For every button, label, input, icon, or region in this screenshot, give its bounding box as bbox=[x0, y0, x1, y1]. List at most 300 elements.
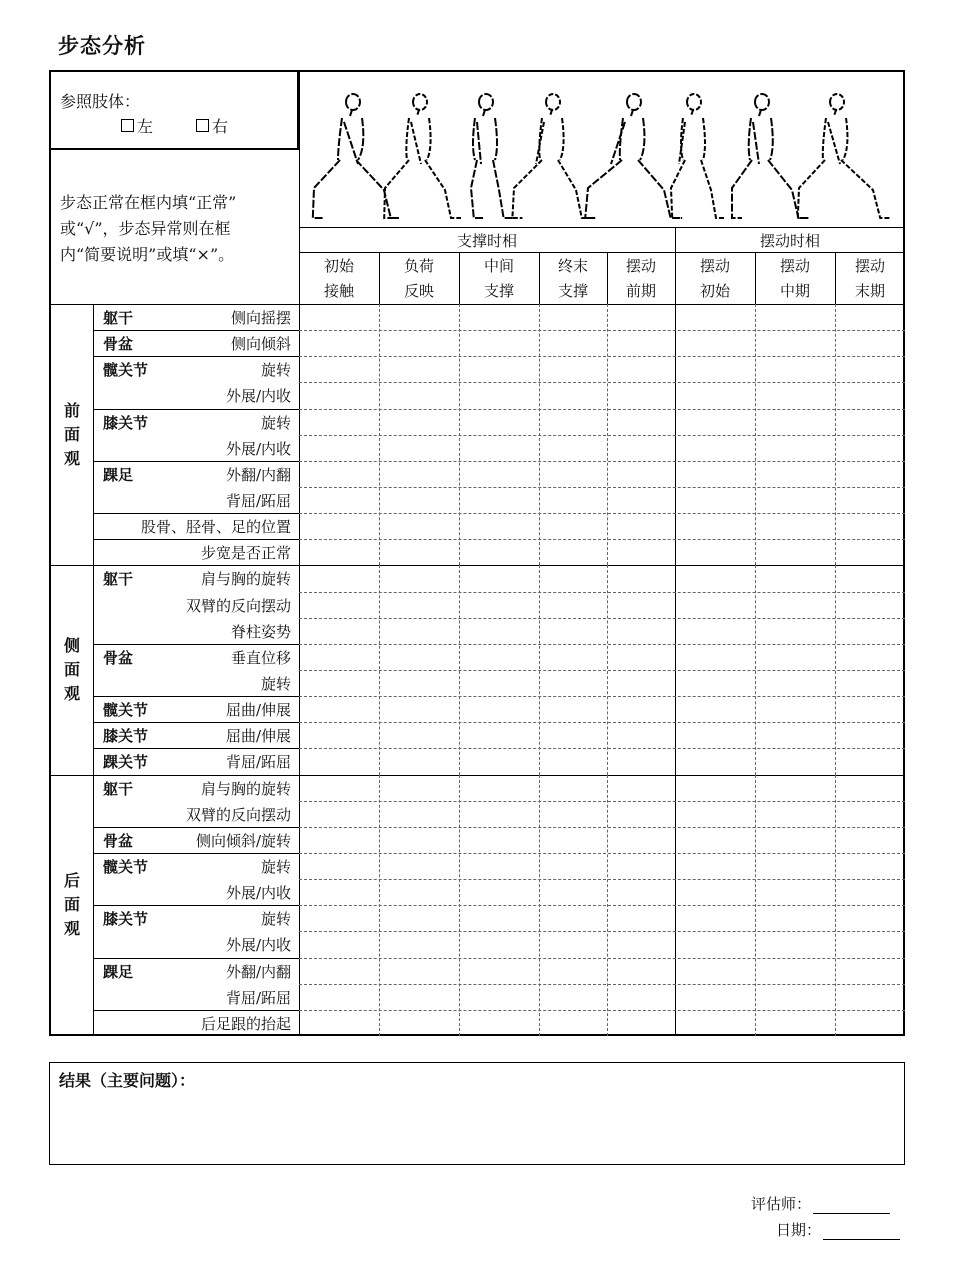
gait-cell[interactable] bbox=[756, 1011, 834, 1035]
gait-cell[interactable] bbox=[756, 697, 834, 721]
gait-cell[interactable] bbox=[380, 357, 458, 381]
gait-cell[interactable] bbox=[836, 436, 904, 460]
gait-cell[interactable] bbox=[676, 985, 754, 1009]
gait-cell[interactable] bbox=[460, 985, 538, 1009]
gait-cell[interactable] bbox=[756, 906, 834, 930]
gait-cell[interactable] bbox=[540, 828, 606, 852]
gait-cell[interactable] bbox=[676, 462, 754, 486]
gait-cell[interactable] bbox=[460, 619, 538, 643]
gait-cell[interactable] bbox=[836, 305, 904, 329]
gait-cell[interactable] bbox=[676, 488, 754, 512]
gait-cell[interactable] bbox=[608, 619, 674, 643]
column-dash-line bbox=[607, 775, 608, 1036]
gait-cell[interactable] bbox=[608, 540, 674, 564]
gait-cell[interactable] bbox=[380, 593, 458, 617]
gait-cell[interactable] bbox=[676, 906, 754, 930]
gait-cell[interactable] bbox=[540, 410, 606, 434]
gait-cell[interactable] bbox=[836, 776, 904, 800]
item-label: 肩与胸的旋转 bbox=[200, 779, 291, 798]
gait-cell[interactable] bbox=[300, 462, 378, 486]
gait-cell[interactable] bbox=[380, 514, 458, 538]
gait-cell[interactable] bbox=[608, 671, 674, 695]
gait-cell[interactable] bbox=[608, 932, 674, 956]
gait-cell[interactable] bbox=[380, 331, 458, 355]
gait-cell[interactable] bbox=[836, 985, 904, 1009]
gait-cell[interactable] bbox=[300, 540, 378, 564]
gait-cell[interactable] bbox=[300, 776, 378, 800]
instruction-line: 或“√”，步态异常则在框 bbox=[60, 219, 231, 238]
gait-cell[interactable] bbox=[460, 305, 538, 329]
view-label bbox=[51, 869, 93, 941]
date-signature bbox=[776, 1219, 900, 1240]
gait-cell[interactable] bbox=[460, 645, 538, 669]
gait-cell[interactable] bbox=[836, 645, 904, 669]
gait-cell[interactable] bbox=[380, 828, 458, 852]
gait-cell[interactable] bbox=[300, 436, 378, 460]
gait-cell[interactable] bbox=[608, 854, 674, 878]
gait-cell[interactable] bbox=[756, 566, 834, 590]
walking-figure bbox=[512, 94, 591, 218]
instruction-line: 内“简要说明”或填“×”。 bbox=[60, 245, 235, 264]
gait-cell[interactable] bbox=[676, 383, 754, 407]
date-field[interactable] bbox=[823, 1226, 900, 1240]
item-label: 旋转 bbox=[260, 675, 291, 693]
gait-cell[interactable] bbox=[540, 723, 606, 747]
gait-cell[interactable] bbox=[676, 697, 754, 721]
gait-cell[interactable] bbox=[756, 357, 834, 381]
joint-group-line bbox=[93, 356, 299, 357]
gait-cell[interactable] bbox=[756, 671, 834, 695]
gait-cell[interactable] bbox=[608, 488, 674, 512]
gait-cell[interactable] bbox=[460, 880, 538, 904]
gait-cell[interactable] bbox=[676, 802, 754, 826]
gait-cell[interactable] bbox=[608, 749, 674, 773]
gait-cell[interactable] bbox=[756, 305, 834, 329]
gait-cell[interactable] bbox=[540, 1011, 606, 1035]
item-label: 背屈/跖屈 bbox=[225, 988, 291, 1007]
gait-cell[interactable] bbox=[540, 593, 606, 617]
gait-cell[interactable] bbox=[756, 749, 834, 773]
gait-cell[interactable] bbox=[540, 802, 606, 826]
gait-cell[interactable] bbox=[460, 514, 538, 538]
gait-cell[interactable] bbox=[380, 410, 458, 434]
gait-cell[interactable] bbox=[540, 776, 606, 800]
gait-cell[interactable] bbox=[676, 880, 754, 904]
gait-cell[interactable] bbox=[676, 410, 754, 434]
phase-column-heading bbox=[607, 254, 675, 304]
gait-cell[interactable] bbox=[540, 462, 606, 486]
joint-label: 髋关节 bbox=[103, 701, 149, 720]
gait-cell[interactable] bbox=[460, 357, 538, 381]
gait-cell[interactable] bbox=[608, 1011, 674, 1035]
gait-cell[interactable] bbox=[608, 985, 674, 1009]
gait-cell[interactable] bbox=[836, 723, 904, 747]
walking-figure bbox=[671, 94, 726, 218]
joint-group-line bbox=[93, 409, 299, 410]
gait-cell[interactable] bbox=[836, 854, 904, 878]
column-dash-line bbox=[835, 565, 836, 774]
gait-cell[interactable] bbox=[300, 1011, 378, 1035]
gait-cell[interactable] bbox=[380, 462, 458, 486]
gait-cell[interactable] bbox=[756, 514, 834, 538]
gait-cell[interactable] bbox=[300, 671, 378, 695]
gait-cell[interactable] bbox=[836, 880, 904, 904]
phase-column-heading bbox=[539, 254, 607, 304]
gait-cell[interactable] bbox=[460, 383, 538, 407]
gait-cell[interactable] bbox=[300, 566, 378, 590]
gait-cell[interactable] bbox=[300, 906, 378, 930]
gait-cell[interactable] bbox=[676, 514, 754, 538]
gait-cell[interactable] bbox=[608, 566, 674, 590]
gait-cell[interactable] bbox=[836, 959, 904, 983]
gait-cell[interactable] bbox=[380, 305, 458, 329]
gait-cell[interactable] bbox=[836, 540, 904, 564]
column-dash-line bbox=[835, 775, 836, 1036]
gait-cell[interactable] bbox=[300, 854, 378, 878]
joint-label: 髋关节 bbox=[103, 361, 149, 380]
gait-cell[interactable] bbox=[300, 932, 378, 956]
gait-cell[interactable] bbox=[676, 776, 754, 800]
gait-cell[interactable] bbox=[836, 619, 904, 643]
gait-cell[interactable] bbox=[836, 410, 904, 434]
gait-cell[interactable] bbox=[300, 828, 378, 852]
gait-cell[interactable] bbox=[540, 514, 606, 538]
gait-cell[interactable] bbox=[380, 880, 458, 904]
gait-cell[interactable] bbox=[300, 488, 378, 512]
gait-cell[interactable] bbox=[608, 802, 674, 826]
gait-cell[interactable] bbox=[380, 566, 458, 590]
gait-cell[interactable] bbox=[756, 331, 834, 355]
gait-cell[interactable] bbox=[380, 749, 458, 773]
gait-cell[interactable] bbox=[300, 749, 378, 773]
joint-group-line bbox=[93, 905, 299, 906]
phase-heading-line: 摆动 bbox=[625, 257, 656, 275]
column-dash-line bbox=[607, 304, 608, 565]
gait-cell[interactable] bbox=[608, 331, 674, 355]
gait-cell[interactable] bbox=[540, 671, 606, 695]
gait-cell[interactable] bbox=[300, 697, 378, 721]
gait-cell[interactable] bbox=[756, 880, 834, 904]
gait-cell[interactable] bbox=[300, 593, 378, 617]
gait-cell[interactable] bbox=[380, 776, 458, 800]
gait-cell[interactable] bbox=[380, 383, 458, 407]
gait-cell[interactable] bbox=[836, 514, 904, 538]
gait-cell[interactable] bbox=[380, 723, 458, 747]
gait-cell[interactable] bbox=[756, 462, 834, 486]
gait-cell[interactable] bbox=[460, 697, 538, 721]
result-box[interactable] bbox=[49, 1062, 905, 1165]
gait-cell[interactable] bbox=[676, 436, 754, 460]
gait-analysis-form bbox=[49, 70, 905, 1036]
gait-cell[interactable] bbox=[380, 619, 458, 643]
gait-cell[interactable] bbox=[460, 671, 538, 695]
item-label: 股骨、胫骨、足的位置 bbox=[140, 518, 291, 537]
gait-cell[interactable] bbox=[836, 1011, 904, 1035]
gait-cell[interactable] bbox=[608, 880, 674, 904]
joint-group-line bbox=[93, 1010, 299, 1011]
gait-cell[interactable] bbox=[540, 331, 606, 355]
gait-cell[interactable] bbox=[836, 749, 904, 773]
stance-phase-heading: 支撑时相 bbox=[456, 232, 517, 250]
gait-cell[interactable] bbox=[676, 723, 754, 747]
item-label: 侧向倾斜 bbox=[230, 335, 291, 354]
gait-cell[interactable] bbox=[460, 410, 538, 434]
gait-cell[interactable] bbox=[608, 462, 674, 486]
gait-cell[interactable] bbox=[380, 645, 458, 669]
item-label: 旋转 bbox=[260, 858, 291, 876]
gait-cell[interactable] bbox=[676, 854, 754, 878]
view-label-divider bbox=[93, 565, 94, 774]
gait-cell[interactable] bbox=[300, 410, 378, 434]
gait-cell[interactable] bbox=[756, 854, 834, 878]
gait-cell[interactable] bbox=[676, 749, 754, 773]
gait-cell[interactable] bbox=[300, 959, 378, 983]
gait-cell[interactable] bbox=[676, 619, 754, 643]
gait-cell[interactable] bbox=[380, 1011, 458, 1035]
gait-cell[interactable] bbox=[540, 985, 606, 1009]
joint-group-line bbox=[93, 827, 299, 828]
gait-cell[interactable] bbox=[380, 697, 458, 721]
gait-cell[interactable] bbox=[540, 645, 606, 669]
gait-cell[interactable] bbox=[608, 697, 674, 721]
joint-label: 躯干 bbox=[103, 570, 134, 589]
gait-cell[interactable] bbox=[608, 357, 674, 381]
gait-cell[interactable] bbox=[608, 959, 674, 983]
right-limb-option[interactable] bbox=[196, 114, 228, 137]
gait-cell[interactable] bbox=[300, 723, 378, 747]
gait-cell[interactable] bbox=[300, 880, 378, 904]
phase-column-heading bbox=[379, 254, 459, 304]
gait-cell[interactable] bbox=[540, 305, 606, 329]
phase-heading-line: 支撑 bbox=[483, 282, 514, 300]
gait-cell[interactable] bbox=[676, 540, 754, 564]
gait-cell[interactable] bbox=[676, 932, 754, 956]
gait-cell[interactable] bbox=[460, 331, 538, 355]
phase-heading-line: 接触 bbox=[323, 282, 354, 300]
assessor-label: 评估师： bbox=[751, 1195, 812, 1213]
gait-cell[interactable] bbox=[676, 593, 754, 617]
gait-cell[interactable] bbox=[460, 566, 538, 590]
item-label: 旋转 bbox=[260, 910, 291, 929]
gait-cell[interactable] bbox=[756, 959, 834, 983]
gait-cell[interactable] bbox=[540, 880, 606, 904]
gait-cell[interactable] bbox=[460, 436, 538, 460]
gait-cell[interactable] bbox=[836, 697, 904, 721]
gait-cell[interactable] bbox=[676, 671, 754, 695]
gait-cell[interactable] bbox=[608, 383, 674, 407]
gait-cell[interactable] bbox=[540, 566, 606, 590]
gait-cell[interactable] bbox=[460, 959, 538, 983]
gait-cell[interactable] bbox=[608, 593, 674, 617]
gait-cell[interactable] bbox=[300, 305, 378, 329]
gait-cell[interactable] bbox=[836, 488, 904, 512]
gait-cell[interactable] bbox=[756, 436, 834, 460]
joint-group-line bbox=[93, 722, 299, 723]
gait-cell[interactable] bbox=[608, 645, 674, 669]
item-label: 外翻/内翻 bbox=[225, 962, 291, 981]
gait-cell[interactable] bbox=[300, 331, 378, 355]
gait-cell[interactable] bbox=[836, 331, 904, 355]
walking-figure-outline bbox=[585, 94, 680, 218]
assessor-field[interactable] bbox=[813, 1200, 890, 1214]
gait-cell[interactable] bbox=[300, 514, 378, 538]
gait-cell[interactable] bbox=[756, 932, 834, 956]
gait-cell[interactable] bbox=[380, 488, 458, 512]
date-label: 日期： bbox=[776, 1221, 822, 1239]
left-limb-checkbox[interactable] bbox=[121, 119, 134, 132]
gait-cell[interactable] bbox=[608, 828, 674, 852]
view-label-char: 观 bbox=[63, 684, 80, 703]
phase-heading-line: 中间 bbox=[483, 257, 514, 275]
gait-cell[interactable] bbox=[460, 828, 538, 852]
gait-cell[interactable] bbox=[460, 802, 538, 826]
gait-cell[interactable] bbox=[540, 959, 606, 983]
gait-cell[interactable] bbox=[608, 906, 674, 930]
gait-cell[interactable] bbox=[756, 776, 834, 800]
gait-cell[interactable] bbox=[756, 540, 834, 564]
walking-figure-outline bbox=[384, 94, 461, 218]
gait-cell[interactable] bbox=[676, 959, 754, 983]
phase-column-heading bbox=[835, 254, 905, 304]
gait-cell[interactable] bbox=[460, 462, 538, 486]
gait-cell[interactable] bbox=[836, 932, 904, 956]
gait-cell[interactable] bbox=[836, 593, 904, 617]
phase-heading-line: 摆动 bbox=[779, 257, 810, 275]
gait-cell[interactable] bbox=[380, 436, 458, 460]
gait-cell[interactable] bbox=[300, 802, 378, 826]
item-label: 外翻/内翻 bbox=[225, 465, 291, 484]
gait-cell[interactable] bbox=[540, 357, 606, 381]
joint-label: 膝关节 bbox=[103, 727, 149, 746]
gait-cell[interactable] bbox=[608, 514, 674, 538]
gait-cell[interactable] bbox=[380, 854, 458, 878]
gait-cell[interactable] bbox=[460, 540, 538, 564]
walking-figure bbox=[732, 94, 808, 218]
joint-group-line bbox=[93, 539, 299, 540]
item-label: 外展/内收 bbox=[225, 936, 291, 955]
gait-cell[interactable] bbox=[540, 619, 606, 643]
gait-cell[interactable] bbox=[756, 410, 834, 434]
gait-cell[interactable] bbox=[676, 566, 754, 590]
gait-cell[interactable] bbox=[380, 671, 458, 695]
view-label-char: 观 bbox=[63, 919, 80, 939]
column-dash-line bbox=[379, 775, 380, 1036]
gait-cell[interactable] bbox=[300, 357, 378, 381]
gait-cell[interactable] bbox=[460, 906, 538, 930]
phase-column-heading bbox=[299, 254, 379, 304]
gait-cell[interactable] bbox=[836, 566, 904, 590]
gait-cell[interactable] bbox=[676, 357, 754, 381]
view-label-divider bbox=[93, 304, 94, 565]
gait-cell[interactable] bbox=[460, 593, 538, 617]
header-line bbox=[299, 252, 905, 253]
gait-cell[interactable] bbox=[540, 749, 606, 773]
gait-cell[interactable] bbox=[460, 723, 538, 747]
gait-cell[interactable] bbox=[460, 854, 538, 878]
gait-cell[interactable] bbox=[676, 828, 754, 852]
gait-cell[interactable] bbox=[540, 436, 606, 460]
item-label: 屈曲/伸展 bbox=[225, 701, 291, 720]
phase-heading-line: 初始 bbox=[323, 257, 354, 275]
gait-cell[interactable] bbox=[608, 305, 674, 329]
joint-label: 膝关节 bbox=[103, 413, 149, 432]
gait-cell[interactable] bbox=[460, 932, 538, 956]
joint-group-line bbox=[93, 958, 299, 959]
gait-cell[interactable] bbox=[836, 906, 904, 930]
gait-cell[interactable] bbox=[380, 959, 458, 983]
gait-cell[interactable] bbox=[300, 985, 378, 1009]
gait-cell[interactable] bbox=[676, 331, 754, 355]
gait-cell[interactable] bbox=[380, 906, 458, 930]
left-limb-label: 左 bbox=[137, 117, 154, 136]
gait-cell[interactable] bbox=[676, 305, 754, 329]
gait-cell[interactable] bbox=[300, 619, 378, 643]
item-label: 侧向摇摆 bbox=[230, 309, 291, 327]
instruction-line: 步态正常在框内填“正常” bbox=[60, 193, 237, 212]
gait-cell[interactable] bbox=[756, 645, 834, 669]
gait-cell[interactable] bbox=[836, 357, 904, 381]
gait-cell[interactable] bbox=[540, 540, 606, 564]
gait-cell[interactable] bbox=[756, 593, 834, 617]
gait-cell[interactable] bbox=[836, 462, 904, 486]
gait-cell[interactable] bbox=[380, 985, 458, 1009]
gait-cell[interactable] bbox=[380, 540, 458, 564]
gait-cell[interactable] bbox=[608, 723, 674, 747]
gait-cell[interactable] bbox=[756, 619, 834, 643]
gait-cell[interactable] bbox=[836, 802, 904, 826]
gait-cell[interactable] bbox=[756, 828, 834, 852]
column-dash-line bbox=[607, 565, 608, 774]
gait-cell[interactable] bbox=[756, 488, 834, 512]
gait-cell[interactable] bbox=[836, 828, 904, 852]
column-dash-line bbox=[539, 775, 540, 1036]
left-limb-option[interactable] bbox=[121, 114, 153, 137]
item-label: 步宽是否正常 bbox=[200, 544, 291, 563]
gait-cell[interactable] bbox=[676, 645, 754, 669]
gait-cell[interactable] bbox=[460, 749, 538, 773]
gait-cell[interactable] bbox=[540, 488, 606, 512]
gait-cell[interactable] bbox=[756, 723, 834, 747]
gait-cell[interactable] bbox=[540, 383, 606, 407]
gait-cell[interactable] bbox=[300, 645, 378, 669]
gait-cell[interactable] bbox=[756, 985, 834, 1009]
page-title: 步态分析 bbox=[58, 34, 146, 58]
gait-cell[interactable] bbox=[380, 802, 458, 826]
gait-cell[interactable] bbox=[756, 383, 834, 407]
gait-cell[interactable] bbox=[380, 932, 458, 956]
gait-cell[interactable] bbox=[540, 932, 606, 956]
gait-cell[interactable] bbox=[608, 410, 674, 434]
right-limb-label: 右 bbox=[212, 117, 229, 136]
gait-cell[interactable] bbox=[676, 1011, 754, 1035]
gait-cell[interactable] bbox=[836, 671, 904, 695]
gait-cell[interactable] bbox=[756, 802, 834, 826]
gait-cell[interactable] bbox=[460, 1011, 538, 1035]
gait-cell[interactable] bbox=[608, 776, 674, 800]
gait-cell[interactable] bbox=[460, 488, 538, 512]
gait-cell[interactable] bbox=[836, 383, 904, 407]
gait-cell[interactable] bbox=[608, 436, 674, 460]
phase-heading-line: 中期 bbox=[779, 282, 810, 300]
right-limb-checkbox[interactable] bbox=[196, 119, 209, 132]
view-label-char: 面 bbox=[63, 660, 80, 679]
gait-cell[interactable] bbox=[460, 776, 538, 800]
gait-cell[interactable] bbox=[300, 383, 378, 407]
gait-cell[interactable] bbox=[540, 854, 606, 878]
gait-cell[interactable] bbox=[540, 906, 606, 930]
gait-cell[interactable] bbox=[540, 697, 606, 721]
header-line bbox=[299, 227, 905, 228]
